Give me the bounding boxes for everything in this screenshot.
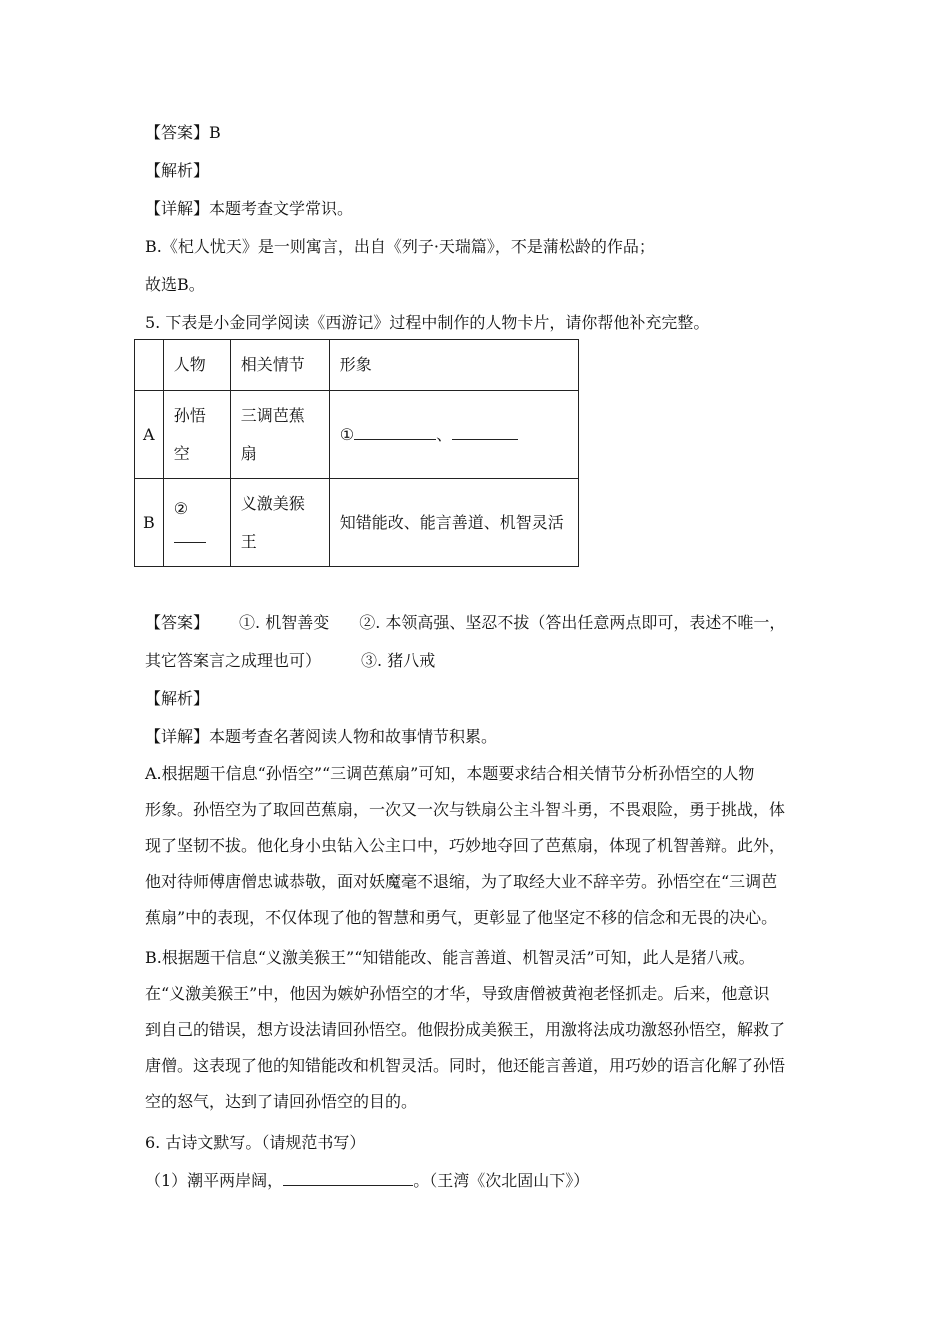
- item1-suffix: 。（王湾《次北固山下》）: [413, 1171, 590, 1190]
- blank-separator: 、: [436, 424, 453, 444]
- table-row: [135, 479, 579, 567]
- paragraph-line: 在“义激美猴王”中，他因为嫉妒孙悟空的才华，导致唐僧被黄袍老怪抓走。后来，他意识: [145, 984, 770, 1003]
- person-cell: [163, 391, 230, 479]
- paragraph-line: A.根据题干信息“孙悟空”“三调芭蕉扇”可知，本题要求结合相关情节分析孙悟空的人物: [145, 764, 755, 783]
- header-image: 形象: [329, 340, 578, 391]
- blank-3-prefix: ②: [173, 499, 189, 518]
- q4-explanation: B.《杞人忧天》是一则寓言，出自《列子·天瑞篇》，不是蒲松龄的作品；: [145, 237, 655, 256]
- paragraph-line: 唐僧。这表现了他的知错能改和机智灵活。同时，他还能言善道，用巧妙的语言化解了孙悟: [145, 1056, 786, 1075]
- table-corner-cell: [135, 340, 164, 391]
- answer-3: ③. 猪八戒: [361, 651, 436, 670]
- plot-text: 三调芭蕉扇: [240, 405, 305, 463]
- header-person: 人物: [163, 340, 230, 391]
- paragraph-a: [145, 756, 810, 936]
- plot-cell: [230, 391, 329, 479]
- paragraph-line: 到自己的错误，想方设法请回孙悟空。他假扮成美猴王，用激将法成功激怒孙悟空，解救了: [145, 1020, 786, 1039]
- q5-analysis-label: 【解析】: [145, 689, 210, 708]
- row-label: B: [135, 479, 164, 567]
- q6-item-1: [145, 1171, 589, 1191]
- q4-detail: 【详解】本题考查文学常识。: [145, 199, 354, 218]
- person-cell: [163, 479, 230, 567]
- blank-2[interactable]: [452, 425, 518, 440]
- blank-1[interactable]: [354, 425, 436, 440]
- q4-conclusion: 故选B。: [145, 275, 205, 294]
- item1-prefix: （1）潮平两岸阔，: [145, 1171, 284, 1190]
- row-label: A: [135, 391, 164, 479]
- paragraph-line: 空的怒气，达到了请回孙悟空的目的。: [145, 1092, 418, 1111]
- paragraph-b: [145, 940, 810, 1120]
- blank-3[interactable]: [174, 528, 206, 543]
- q5-answer-line-2: [145, 651, 435, 671]
- header-plot: 相关情节: [230, 340, 329, 391]
- answer-label: 【答案】: [145, 613, 210, 632]
- answer-1: ①. 机智善变: [239, 613, 330, 632]
- paragraph-line: 现了坚韧不拔。他化身小虫钻入公主口中，巧妙地夺回了芭蕉扇，体现了机智善辩。此外，: [145, 836, 786, 855]
- table-row: [135, 391, 579, 479]
- fill-blank[interactable]: [283, 1171, 413, 1186]
- q5-answer-line-1: [145, 613, 785, 633]
- paragraph-line: 形象。孙悟空为了取回芭蕉扇，一次又一次与铁扇公主斗智斗勇，不畏艰险，勇于挑战，体: [145, 800, 786, 819]
- paragraph-line: 他对待师傅唐僧忠诚恭敬，面对妖魔毫不退缩，为了取经大业不辞辛劳。孙悟空在“三调芭: [145, 872, 778, 891]
- answer-2: ②. 本领高强、坚忍不拔（答出任意两点即可，表述不唯一，: [359, 613, 786, 632]
- paragraph-line: 蕉扇”中的表现，不仅体现了他的智慧和勇气，更彰显了他坚定不移的信念和无畏的决心。: [145, 908, 778, 927]
- character-card-table: [134, 339, 579, 567]
- paragraph-line: B.根据题干信息“义激美猴王”“知错能改、能言善道、机智灵活”可知，此人是猪八戒。: [145, 948, 755, 967]
- image-cell: 知错能改、能言善道、机智灵活: [329, 479, 578, 567]
- plot-cell: [230, 479, 329, 567]
- q4-answer: 【答案】B: [145, 123, 221, 142]
- plot-text: 义激美猴王: [240, 493, 305, 551]
- q5-detail: 【详解】本题考查名著阅读人物和故事情节积累。: [145, 727, 498, 746]
- q5-stem: 5. 下表是小金同学阅读《西游记》过程中制作的人物卡片，请你帮他补充完整。: [145, 313, 710, 332]
- q4-analysis-label: 【解析】: [145, 161, 210, 180]
- image-cell: [329, 391, 578, 479]
- answer-2-cont: 其它答案言之成理也可）: [145, 651, 322, 670]
- person-text: 孙悟空: [173, 405, 206, 463]
- blank-1-prefix: ①: [339, 424, 355, 444]
- q6-stem: 6. 古诗文默写。（请规范书写）: [145, 1133, 366, 1152]
